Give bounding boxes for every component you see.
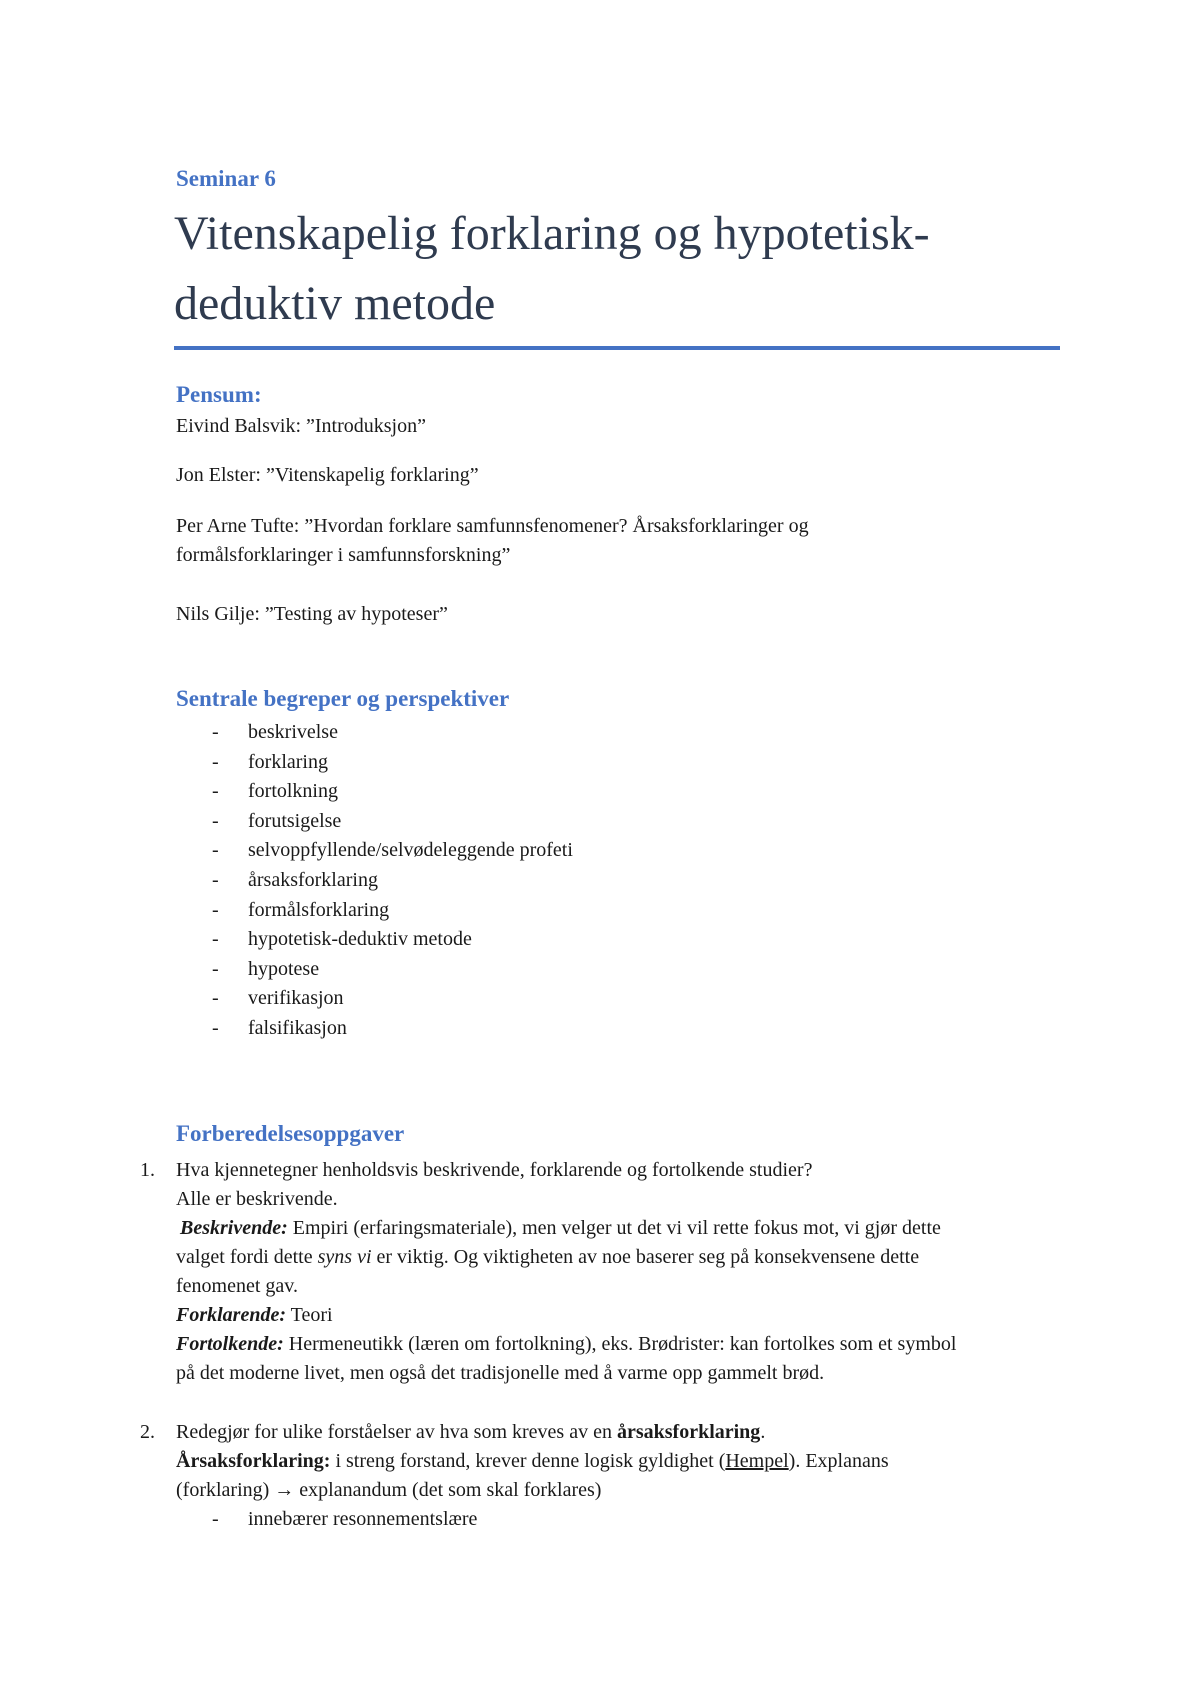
list-dash: - [212, 721, 219, 743]
question-number: 2. [140, 1421, 155, 1443]
list-item-text: hypotese [248, 958, 320, 980]
answer-text: er viktig. Og viktigheten av noe baserer seg på konsekvensene dette [371, 1246, 920, 1268]
answer-line [176, 1447, 1056, 1476]
concepts-heading: Sentrale begreper og perspektiver [176, 686, 510, 711]
list-dash: - [212, 839, 219, 861]
answer-text: Hermeneutikk (læren om fortolkning), eks. Brødrister: kan fortolkes som et symbol [283, 1333, 957, 1355]
list-dash: - [212, 780, 219, 802]
list-item-text: hypotetisk-deduktiv metode [248, 928, 472, 950]
answer-text: valget fordi dette [176, 1246, 318, 1268]
list-item-text: fortolkning [248, 780, 338, 802]
question-1 [176, 1156, 1056, 1388]
pensum-heading: Pensum: [176, 382, 262, 407]
term-label: Forklarende: [176, 1304, 286, 1326]
answer-line [176, 1476, 1056, 1505]
list-item-text: årsaksforklaring [248, 869, 378, 891]
title-line-2: deduktiv metode [174, 277, 496, 330]
document-title [174, 199, 1074, 339]
question-2 [176, 1418, 1056, 1505]
title-line-1: Vitenskapelig forklaring og hypotetisk- [174, 207, 930, 260]
tasks-heading: Forberedelsesoppgaver [176, 1121, 405, 1146]
list-dash: - [212, 928, 219, 950]
seminar-subtitle: Seminar 6 [176, 166, 276, 191]
pensum-item: Per Arne Tufte: ”Hvordan forklare samfunnsfenomener? Årsaksforklaringer og [176, 515, 809, 537]
list-dash: - [212, 987, 219, 1009]
list-item-text: falsifikasjon [248, 1017, 347, 1039]
list-dash: - [212, 899, 219, 921]
list-item-text: forklaring [248, 751, 328, 773]
answer-line [176, 1243, 1056, 1272]
answer-text: ). Explanans [788, 1450, 889, 1472]
question-keyword: årsaksforklaring [616, 1421, 761, 1443]
title-divider [174, 346, 1060, 350]
question-text: Hva kjennetegner henholdsvis beskrivende, forklarende og fortolkende studier? [176, 1159, 813, 1181]
list-dash: - [212, 751, 219, 773]
pensum-item: formålsforklaringer i samfunnsforskning” [176, 544, 511, 566]
answer-line [180, 1214, 1056, 1243]
answer-text: explanandum (det som skal forklares) [294, 1479, 602, 1501]
list-item-text: innebærer resonnementslære [248, 1508, 478, 1530]
list-item-text: verifikasjon [248, 987, 344, 1009]
answer-text: i streng forstand, krever denne logisk gyldighet ( [330, 1450, 726, 1472]
answer-text: Teori [286, 1304, 333, 1326]
question-text-part: Redegjør for ulike forståelser av hva som kreves av en [176, 1421, 617, 1443]
pensum-item: Eivind Balsvik: ”Introduksjon” [176, 415, 426, 437]
list-item-text: selvoppfyllende/selvødeleggende profeti [248, 839, 573, 861]
emphasis-text: syns vi [317, 1246, 372, 1268]
reference-link: Hempel [725, 1450, 789, 1472]
question-text [176, 1418, 1056, 1447]
list-dash: - [212, 958, 219, 980]
list-dash: - [212, 1017, 219, 1039]
answer-text: Empiri (erfaringsmateriale), men velger ut det vi vil rette fokus mot, vi gjør dette [287, 1217, 941, 1239]
answer-line [176, 1330, 1056, 1359]
answer-line: Alle er beskrivende. [176, 1188, 338, 1210]
pensum-item: Jon Elster: ”Vitenskapelig forklaring” [176, 464, 479, 486]
question-text-part: . [760, 1421, 766, 1443]
list-item-text: forutsigelse [248, 810, 342, 832]
answer-text: (forklaring) [176, 1479, 275, 1501]
answer-line [176, 1301, 1056, 1330]
list-dash: - [212, 869, 219, 891]
term-label: Årsaksforklaring: [176, 1450, 331, 1472]
list-dash: - [212, 810, 219, 832]
arrow-icon: → [274, 1479, 295, 1501]
list-item-text: formålsforklaring [248, 899, 390, 921]
answer-line: på det moderne livet, men også det tradisjonelle med å varme opp gammelt brød. [176, 1362, 825, 1384]
list-dash: - [212, 1508, 219, 1530]
question-number: 1. [140, 1159, 155, 1181]
list-item-text: beskrivelse [248, 721, 338, 743]
term-label: Beskrivende: [180, 1217, 288, 1239]
pensum-item: Nils Gilje: ”Testing av hypoteser” [176, 603, 448, 625]
answer-line: fenomenet gav. [176, 1275, 298, 1297]
term-label: Fortolkende: [176, 1333, 284, 1355]
